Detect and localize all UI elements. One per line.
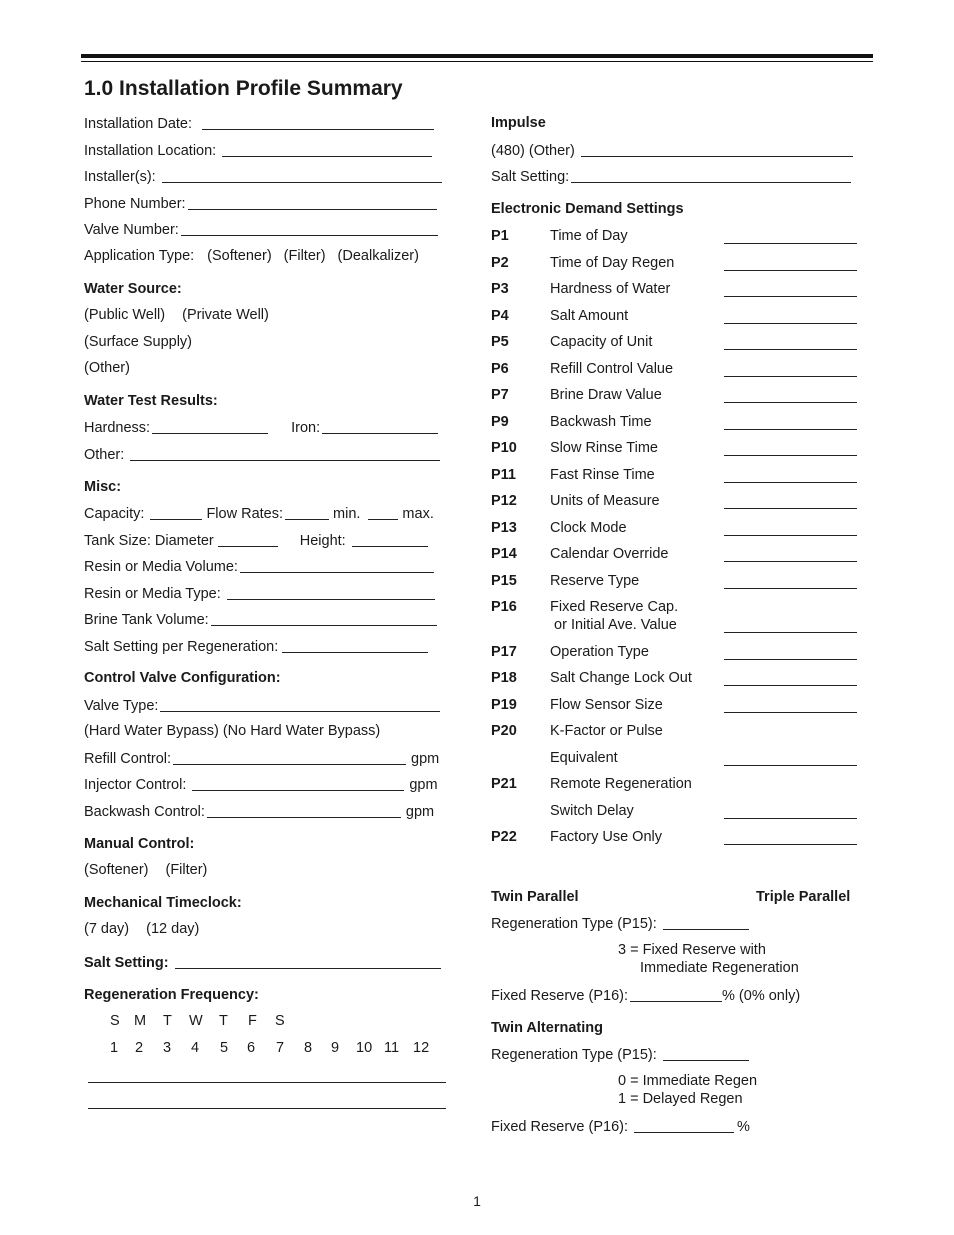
hardness-label: Hardness: [84,420,151,436]
day-number-option[interactable]: 2 [135,1040,144,1056]
phone-number-row [84,195,437,212]
param-code: P5 [491,334,509,350]
private-well-option[interactable]: (Private Well) [182,307,269,323]
day-option[interactable]: S [275,1013,285,1029]
tank-size-label: Tank Size: Diameter [84,533,214,549]
twin-parallel-heading: Twin Parallel [491,889,579,905]
public-well-option[interactable]: (Public Well) [84,307,166,323]
height-label: Height: [299,533,346,549]
day-number-option[interactable]: 8 [304,1040,313,1056]
water-test-heading: Water Test Results: [84,393,218,409]
phone-number-label: Phone Number: [84,196,186,212]
param-code: P14 [491,546,517,562]
param-code: P21 [491,776,517,792]
mech-timeclock-heading: Mechanical Timeclock: [84,895,242,911]
param-value-field[interactable] [724,482,857,483]
day-option[interactable]: F [248,1013,257,1029]
fixed-reserve-b-label: Fixed Reserve (P16): [491,1119,628,1135]
param-name: Capacity of Unit [550,334,653,350]
param-value-field[interactable] [724,712,857,713]
day-number-option[interactable]: 6 [247,1040,256,1056]
regen-type-b-label: Regeneration Type (P15): [491,1047,657,1063]
param-name: Fixed Reserve Cap. [550,599,679,615]
param-code: P13 [491,519,517,536]
param-value-field[interactable] [724,765,857,766]
param-value-field[interactable] [724,323,857,324]
param-value-field[interactable] [724,659,857,660]
fixed-reserve-row [491,987,800,1004]
day-number-option[interactable]: 5 [220,1040,229,1056]
injector-control-row [84,776,438,793]
impulse-salt-row [491,168,851,185]
day-number-option[interactable]: 4 [191,1040,200,1056]
other-row [84,446,440,463]
installation-location-row [84,142,432,159]
param-code: P12 [491,493,517,509]
param-name: Reserve Type [550,572,640,589]
resin-type-label: Resin or Media Type: [84,586,221,602]
param-value-field[interactable] [724,402,857,403]
delayed-regen-note: 1 = Delayed Regen [618,1091,743,1107]
injector-control-label: Injector Control: [84,777,187,793]
day-number-option[interactable]: 11 [384,1040,400,1056]
param-name: Time of Day [550,228,628,244]
top-rule-thin [81,61,873,62]
backwash-control-row [84,803,434,820]
hardness-field[interactable] [152,419,268,434]
impulse-other-field[interactable] [581,142,853,157]
resin-type-field[interactable] [227,585,435,600]
brine-tank-label: Brine Tank Volume: [84,612,209,628]
regen-notes-line-1[interactable] [88,1068,446,1083]
other-field[interactable] [130,446,440,461]
param-name: Hardness of Water [550,281,671,297]
param-value-field[interactable] [724,508,857,509]
timeclock-row [84,921,199,937]
surface-supply-option[interactable]: (Surface Supply) [84,334,192,350]
param-name-continued: Switch Delay [550,802,634,819]
param-code: P18 [491,670,517,686]
refill-control-row [84,750,439,767]
param-name: Operation Type [550,643,649,660]
tank-size-row [84,532,428,549]
installation-date-row [84,115,434,132]
day-number-option[interactable]: 12 [413,1040,430,1056]
param-code: P6 [491,360,509,377]
regen-type-label: Regeneration Type (P15): [491,916,657,932]
other-label: Other: [84,447,125,463]
param-value-field[interactable] [724,588,857,589]
pct-zero-only-unit: % (0% only) [722,988,801,1004]
eds-heading: Electronic Demand Settings [491,201,684,217]
installers-field[interactable] [162,168,442,183]
param-name: Calendar Override [550,546,669,562]
salt-setting-field[interactable] [175,954,441,969]
param-name-continued: or Initial Ave. Value [550,617,677,633]
param-code: P9 [491,413,509,430]
param-name: Clock Mode [550,519,627,536]
resin-volume-field[interactable] [240,558,434,573]
param-code: P4 [491,307,509,324]
valve-number-row [84,221,438,238]
param-name: Backwash Time [550,413,652,430]
day-option[interactable]: S [110,1013,120,1029]
iron-label: Iron: [291,420,321,436]
mc-softener-option[interactable]: (Softener) [84,862,149,878]
regen-type-b-row [491,1046,749,1063]
manual-control-heading: Manual Control: [84,836,195,852]
max-label: max. [402,506,434,522]
day-option[interactable]: M [134,1013,147,1029]
regen-type-b-field[interactable] [663,1046,749,1061]
param-value-field[interactable] [724,270,857,271]
min-label: min. [333,506,361,522]
param-name: Units of Measure [550,493,660,509]
valve-type-row [84,697,440,714]
param-name: Brine Draw Value [550,387,662,403]
phone-number-field[interactable] [188,195,437,210]
param-code: P17 [491,643,517,660]
fixed-reserve-field[interactable] [630,987,722,1002]
valve-type-label: Valve Type: [84,698,159,714]
param-name: Slow Rinse Time [550,440,658,456]
resin-volume-row [84,558,434,575]
refill-gpm-unit: gpm [411,751,440,767]
immediate-regen-note: 0 = Immediate Regen [618,1073,758,1089]
installers-row [84,168,442,185]
param-name: Flow Sensor Size [550,696,663,713]
iron-field[interactable] [322,419,438,434]
regen-notes-line-2[interactable] [88,1094,446,1109]
seven-day-option[interactable]: (7 day) [84,921,130,937]
refill-control-label: Refill Control: [84,751,172,767]
resin-type-row [84,585,435,602]
flow-min-field[interactable] [285,505,329,520]
salt-per-regen-label: Salt Setting per Regeneration: [84,639,279,655]
page-number: 1 [473,1193,481,1209]
installation-location-field[interactable] [222,142,432,157]
pct-unit: % [737,1119,750,1135]
regen-freq-heading: Regeneration Frequency: [84,987,259,1003]
fixed-reserve-label: Fixed Reserve (P16): [491,988,628,1004]
day-number-option[interactable]: 3 [163,1040,172,1056]
twelve-day-option[interactable]: (12 day) [146,921,200,937]
param-code: P1 [491,228,509,244]
backwash-control-field[interactable] [207,803,401,818]
salt-per-regen-row [84,638,428,655]
app-softener-option[interactable]: (Softener) [207,248,272,264]
twin-alternating-heading: Twin Alternating [491,1020,603,1036]
valve-number-field[interactable] [181,221,438,236]
fixed-reserve-note-2: Immediate Regeneration [640,960,799,976]
param-name: Salt Amount [550,307,629,324]
fixed-reserve-b-row [491,1118,750,1135]
salt-per-regen-field[interactable] [282,638,428,653]
param-name: Salt Change Lock Out [550,670,692,686]
param-code: P22 [491,829,517,845]
param-code: P2 [491,254,509,271]
impulse-salt-label: Salt Setting: [491,169,570,185]
installers-label: Installer(s): [84,169,156,185]
salt-setting-heading: Salt Setting: [84,955,169,971]
param-value-field[interactable] [724,685,857,686]
triple-parallel-heading: Triple Parallel [756,889,851,905]
diameter-field[interactable] [218,532,278,547]
day-option[interactable]: T [163,1013,172,1029]
param-value-field[interactable] [724,844,857,845]
hardness-iron-row [84,419,438,436]
mc-filter-option[interactable]: (Filter) [165,862,208,878]
other-source-option[interactable]: (Other) [84,360,130,376]
installation-date-label: Installation Date: [84,116,193,132]
backwash-gpm-unit: gpm [405,804,435,820]
application-type-label: Application Type: [84,248,195,264]
param-value-field[interactable] [724,535,857,536]
flow-max-field[interactable] [368,505,398,520]
param-value-field[interactable] [724,632,857,633]
impulse-other-label[interactable]: (480) (Other) [491,143,575,159]
param-name: Time of Day Regen [550,254,675,271]
capacity-row [84,505,434,522]
day-option[interactable]: W [189,1013,203,1029]
impulse-other-row [491,142,853,159]
param-code: P16 [491,599,517,615]
top-rule-thick [81,54,873,58]
param-code: P20 [491,723,517,739]
valve-type-field[interactable] [160,697,440,712]
app-filter-option[interactable]: (Filter) [283,248,326,264]
day-number-option[interactable]: 9 [331,1040,340,1056]
param-code: P10 [491,440,517,456]
impulse-salt-field[interactable] [571,168,851,183]
day-number-option[interactable]: 7 [276,1040,285,1056]
app-dealkalizer-option[interactable]: (Dealkalizer) [337,248,419,264]
salt-setting-row [84,954,441,971]
param-code: P11 [491,466,516,483]
fixed-reserve-note-1: 3 = Fixed Reserve with [618,942,766,958]
valve-number-label: Valve Number: [84,222,179,238]
regen-type-row [491,915,749,932]
installation-location-label: Installation Location: [84,143,217,159]
brine-tank-field[interactable] [211,611,437,626]
bypass-options[interactable]: (Hard Water Bypass) (No Hard Water Bypass) [84,723,381,739]
param-value-field[interactable] [724,429,857,430]
param-value-field[interactable] [724,818,857,819]
regen-type-field[interactable] [663,915,749,930]
resin-volume-label: Resin or Media Volume: [84,559,238,575]
param-value-field[interactable] [724,349,857,350]
day-number-option[interactable]: 1 [110,1040,119,1056]
flow-rates-label: Flow Rates: [206,506,284,522]
capacity-field[interactable] [150,505,202,520]
injector-control-field[interactable] [192,776,404,791]
capacity-label: Capacity: [84,506,145,522]
water-source-row-1 [84,307,269,323]
param-code: P3 [491,281,509,297]
injector-gpm-unit: gpm [409,777,438,793]
backwash-control-label: Backwash Control: [84,804,205,820]
param-value-field[interactable] [724,561,857,562]
page-title: 1.0 Installation Profile Summary [84,77,403,100]
param-name-continued: Equivalent [550,749,618,766]
impulse-heading: Impulse [491,115,546,131]
application-type-row [84,248,419,264]
manual-control-row [84,862,207,878]
misc-heading: Misc: [84,479,122,495]
param-name: Factory Use Only [550,829,662,845]
control-valve-heading: Control Valve Configuration: [84,670,281,686]
installation-date-field[interactable] [202,115,434,130]
water-source-heading: Water Source: [84,281,182,297]
day-option[interactable]: T [219,1013,228,1029]
param-code: P15 [491,572,517,589]
param-name: Refill Control Value [550,360,674,377]
param-value-field[interactable] [724,296,857,297]
refill-control-field[interactable] [173,750,406,765]
param-name: K-Factor or Pulse [550,723,663,739]
param-name: Remote Regeneration [550,776,692,792]
param-name: Fast Rinse Time [550,466,655,483]
fixed-reserve-b-field[interactable] [634,1118,734,1133]
day-number-option[interactable]: 10 [356,1040,373,1056]
param-value-field[interactable] [724,376,857,377]
param-code: P19 [491,696,517,713]
brine-tank-row [84,611,437,628]
height-field[interactable] [352,532,428,547]
param-value-field[interactable] [724,455,857,456]
param-value-field[interactable] [724,243,857,244]
param-code: P7 [491,387,509,403]
